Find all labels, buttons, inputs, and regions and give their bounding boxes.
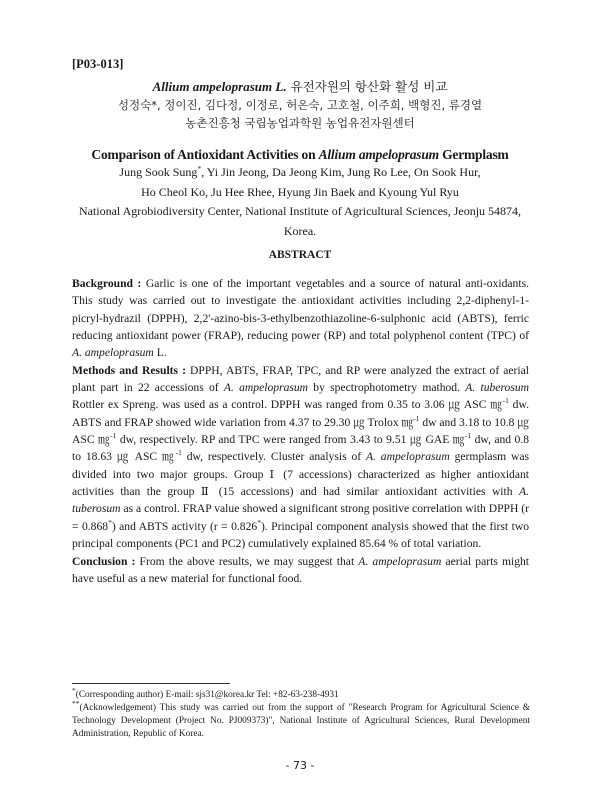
affiliation-line-1: National Agrobiodiversity Center, National Institute of Agricultural Sciences, Jeonju 54874, [78,204,522,218]
methods-species-1: A. ampeloprasum [223,381,309,395]
background-paragraph [72,275,529,362]
authors-line-2: Ho Cheol Ko, Ju Hee Rhee, Hyung Jin Baek and Kyoung Yul Ryu [141,184,459,199]
methods-label: Methods and Results : [72,363,186,377]
footnote-corresponding [72,685,530,702]
first-author: Jung Sook Sung [119,165,198,179]
corresponding-mark: * [197,164,202,173]
background-end: L. [153,346,167,360]
affiliation-line-2: Korea. [283,223,317,238]
unit-exponent: -1 [413,413,420,423]
unit-exponent: -1 [175,448,182,458]
unit-exponent: -1 [464,431,472,441]
methods-species-4: A. tuberosum [72,485,529,516]
methods-text-10: as a control. FRAP value showed a significant strong positive correlation with DPPH (r = 0.868 [72,502,529,533]
korean-title-species: Allium ampeloprasum L. [152,79,287,94]
conclusion-text-1: From the above results, we may suggest that [135,554,359,568]
background-species: A. ampeloprasum [72,346,154,360]
korean-affiliation: 농촌진흥청 국립농업과학원 농업유전자원센터 [185,116,415,130]
english-title [0,147,600,163]
abstract-heading: ABSTRACT [268,249,332,261]
page-number: - 73 - [285,759,315,772]
methods-species-2: A. tuberosum [465,381,530,395]
abstract-body [72,275,529,587]
authors-rest: , Yi Jin Jeong, Da Jeong Kim, Jung Ro Lee, On Sook Hur, [201,165,481,179]
methods-text-11: ) and ABTS activity (r = 0.826 [111,519,258,533]
footnote-text: (Acknowledgement) This study was carried out from the support of "Research Program for Agricultural Science & Technology Development (Project No. PJ009373)", National Institute of Agricultural Sciences, Rural Development Administration, Republic of Korea. [72,703,530,739]
unit-exponent: -1 [502,396,509,406]
methods-text-7: dw, and 0.8 to 18.63 ㎍ ASC ㎎ [72,433,530,464]
conclusion-paragraph [72,553,529,588]
methods-text-3: Rottler ex Spreng. was used as a control. DPPH was ranged from 0.35 to 3.06 ㎍ ASC ㎎ [72,398,503,412]
footnote-mark: ** [72,698,80,708]
methods-text-12: ). Principal component analysis showed that the first two principal components (PC1 and PC2) cumulatively explained 85.64 % of total variation. [72,519,529,551]
methods-text-5: dw and 3.18 to 10.8 ㎍ ASC ㎎ [72,415,529,447]
poster-code: [P03-013] [72,57,124,71]
authors-line-1 [0,163,600,183]
methods-text-2: by spectrophotometry mathod. [308,381,466,395]
methods-species-3: A. ampeloprasum [365,450,450,464]
methods-text-9: germplasm was divided into two major groups. Group Ⅰ (7 accessions) characterized as higher antioxidant activities than the group Ⅱ (15 accessions) and had similar antioxidant activities with [72,450,529,499]
background-text: Garlic is one of the important vegetables and a source of natural anti-oxidants. This study was carried out to investigate the antioxidant activities including 2,2-diphenyl-1-picryl-hydrazil (DPPH), 2,2'-azino-bis-3-ethylbenzothiazoline-6-sulphonic acid (ABTS), ferric reducing antioxidant power (FRAP), reducing power (RP) and total polyphenol content (TPC) of [72,277,529,343]
footnote-acknowledgement [72,698,530,741]
korean-authors: 성정숙*, 정이진, 김다정, 이정로, 허온숙, 고호철, 이주희, 백형진, 류경열 [117,98,483,112]
unit-exponent: -1 [110,431,117,441]
methods-text-4: dw. ABTS and FRAP showed wide variation from 4.37 to 29.30 ㎍ Trolox ㎎ [72,398,529,429]
methods-text-6: dw, respectively. RP and TPC were ranged from 3.43 to 9.51 ㎍ GAE ㎎ [116,433,465,447]
background-label: Background : [72,277,142,290]
conclusion-text-2: aerial parts might have useful as a new material for functional food. [72,554,530,585]
english-title-pre: Comparison of Antioxidant Activities on [91,147,319,162]
significance-mark: * [108,517,112,527]
english-authors [0,163,600,241]
korean-title-text: 유전자원의 항산화 활성 비교 [286,79,448,94]
english-title-species: Allium ampeloprasum [318,147,439,162]
methods-text-1: DPPH, ABTS, FRAP, TPC, and RP were analyzed the extract of aerial plant part in 22 accessions of [72,363,529,395]
conclusion-species: A. ampeloprasum [358,554,442,568]
english-title-post: Germplasm [438,147,509,162]
korean-title [0,77,600,95]
methods-paragraph [72,362,529,553]
footnote-mark: * [72,685,76,695]
footnote-text: (Corresponding author) E-mail: sjs31@korea.kr Tel: +82-63-238-4931 [75,690,339,700]
significance-mark: * [257,517,261,527]
conclusion-label: Conclusion : [72,554,136,568]
footnote-divider [72,683,230,684]
methods-text-8: dw, respectively. Cluster analysis of [181,450,366,464]
